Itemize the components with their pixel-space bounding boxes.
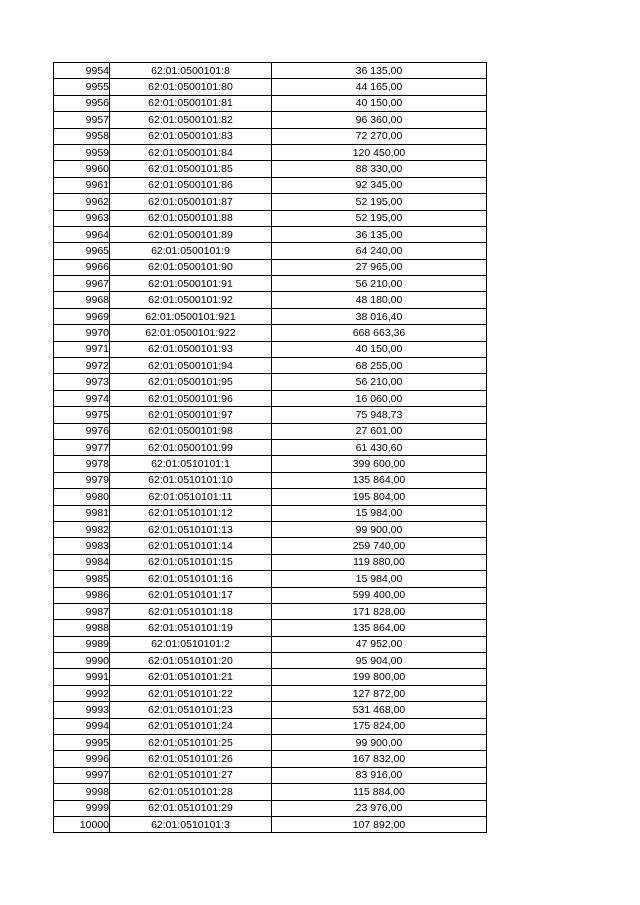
cadastral-value-cell: 56 210,00 xyxy=(272,374,487,390)
table-row xyxy=(54,325,487,341)
cadastral-value-cell: 127 872,00 xyxy=(272,685,487,701)
cadastral-value-cell: 99 900,00 xyxy=(272,735,487,751)
cadastral-number-cell: 62:01:0510101:21 xyxy=(110,669,272,685)
row-number-cell: 9992 xyxy=(54,685,110,701)
cadastral-number-cell: 62:01:0510101:12 xyxy=(110,505,272,521)
cadastral-number-cell: 62:01:0500101:922 xyxy=(110,325,272,341)
cadastral-number-cell: 62:01:0510101:24 xyxy=(110,718,272,734)
cadastral-value-cell: 175 824,00 xyxy=(272,718,487,734)
table-row xyxy=(54,112,487,128)
table-row xyxy=(54,194,487,210)
cadastral-value-cell: 52 195,00 xyxy=(272,210,487,226)
row-number-cell: 9999 xyxy=(54,800,110,816)
table-row xyxy=(54,653,487,669)
cadastral-value-cell: 48 180,00 xyxy=(272,292,487,308)
table-row xyxy=(54,358,487,374)
table-row xyxy=(54,292,487,308)
cadastral-value-cell: 120 450,00 xyxy=(272,144,487,160)
cadastral-value-cell: 199 800,00 xyxy=(272,669,487,685)
table-row xyxy=(54,587,487,603)
table-row xyxy=(54,407,487,423)
cadastral-value-cell: 47 952,00 xyxy=(272,636,487,652)
row-number-cell: 9965 xyxy=(54,243,110,259)
cadastral-number-cell: 62:01:0500101:84 xyxy=(110,144,272,160)
row-number-cell: 9987 xyxy=(54,603,110,619)
table-row xyxy=(54,341,487,357)
cadastral-value-cell: 83 916,00 xyxy=(272,767,487,783)
table-row xyxy=(54,456,487,472)
row-number-cell: 9991 xyxy=(54,669,110,685)
table-row xyxy=(54,63,487,79)
table-row xyxy=(54,390,487,406)
table-row xyxy=(54,603,487,619)
row-number-cell: 9971 xyxy=(54,341,110,357)
row-number-cell: 9961 xyxy=(54,177,110,193)
cadastral-number-cell: 62:01:0510101:2 xyxy=(110,636,272,652)
cadastral-value-cell: 61 430,60 xyxy=(272,439,487,455)
cadastral-number-cell: 62:01:0510101:29 xyxy=(110,800,272,816)
cadastral-number-cell: 62:01:0500101:921 xyxy=(110,308,272,324)
table-row xyxy=(54,521,487,537)
cadastral-number-cell: 62:01:0510101:1 xyxy=(110,456,272,472)
cadastral-number-cell: 62:01:0500101:94 xyxy=(110,358,272,374)
cadastral-value-cell: 15 984,00 xyxy=(272,505,487,521)
table-row xyxy=(54,816,487,832)
table-row xyxy=(54,276,487,292)
table-row xyxy=(54,571,487,587)
cadastral-number-cell: 62:01:0510101:14 xyxy=(110,538,272,554)
cadastral-value-cell: 52 195,00 xyxy=(272,194,487,210)
cadastral-number-cell: 62:01:0500101:91 xyxy=(110,276,272,292)
cadastral-value-cell: 27 601,00 xyxy=(272,423,487,439)
cadastral-number-cell: 62:01:0510101:22 xyxy=(110,685,272,701)
row-number-cell: 9968 xyxy=(54,292,110,308)
table-row xyxy=(54,226,487,242)
row-number-cell: 9963 xyxy=(54,210,110,226)
cadastral-number-cell: 62:01:0500101:81 xyxy=(110,95,272,111)
table-row xyxy=(54,259,487,275)
table-row xyxy=(54,374,487,390)
cadastral-number-cell: 62:01:0500101:82 xyxy=(110,112,272,128)
row-number-cell: 9981 xyxy=(54,505,110,521)
table-row xyxy=(54,243,487,259)
row-number-cell: 9998 xyxy=(54,784,110,800)
table-row xyxy=(54,669,487,685)
cadastral-number-cell: 62:01:0500101:97 xyxy=(110,407,272,423)
row-number-cell: 9996 xyxy=(54,751,110,767)
cadastral-value-cell: 27 965,00 xyxy=(272,259,487,275)
cadastral-value-cell: 88 330,00 xyxy=(272,161,487,177)
row-number-cell: 9975 xyxy=(54,407,110,423)
cadastral-number-cell: 62:01:0510101:28 xyxy=(110,784,272,800)
cadastral-value-cell: 68 255,00 xyxy=(272,358,487,374)
table-row xyxy=(54,751,487,767)
cadastral-value-cell: 531 468,00 xyxy=(272,702,487,718)
row-number-cell: 9978 xyxy=(54,456,110,472)
cadastral-value-cell: 36 135,00 xyxy=(272,226,487,242)
table-row xyxy=(54,685,487,701)
cadastral-number-cell: 62:01:0500101:98 xyxy=(110,423,272,439)
table-row xyxy=(54,79,487,95)
table-row xyxy=(54,800,487,816)
row-number-cell: 9956 xyxy=(54,95,110,111)
row-number-cell: 9988 xyxy=(54,620,110,636)
table-row xyxy=(54,177,487,193)
cadastral-number-cell: 62:01:0500101:93 xyxy=(110,341,272,357)
row-number-cell: 9983 xyxy=(54,538,110,554)
cadastral-number-cell: 62:01:0500101:92 xyxy=(110,292,272,308)
row-number-cell: 9984 xyxy=(54,554,110,570)
row-number-cell: 9980 xyxy=(54,489,110,505)
cadastral-value-cell: 195 804,00 xyxy=(272,489,487,505)
cadastral-value-cell: 107 892,00 xyxy=(272,816,487,832)
cadastral-number-cell: 62:01:0510101:3 xyxy=(110,816,272,832)
cadastral-value-cell: 36 135,00 xyxy=(272,63,487,79)
row-number-cell: 9970 xyxy=(54,325,110,341)
cadastral-number-cell: 62:01:0510101:26 xyxy=(110,751,272,767)
row-number-cell: 9967 xyxy=(54,276,110,292)
cadastral-number-cell: 62:01:0500101:83 xyxy=(110,128,272,144)
row-number-cell: 9985 xyxy=(54,571,110,587)
cadastral-number-cell: 62:01:0500101:80 xyxy=(110,79,272,95)
cadastral-number-cell: 62:01:0500101:89 xyxy=(110,226,272,242)
cadastral-value-cell: 75 948,73 xyxy=(272,407,487,423)
cadastral-number-cell: 62:01:0500101:88 xyxy=(110,210,272,226)
row-number-cell: 9958 xyxy=(54,128,110,144)
cadastral-number-cell: 62:01:0510101:19 xyxy=(110,620,272,636)
table-row xyxy=(54,718,487,734)
table-body xyxy=(54,63,487,833)
row-number-cell: 9969 xyxy=(54,308,110,324)
row-number-cell: 9959 xyxy=(54,144,110,160)
table-row xyxy=(54,161,487,177)
cadastral-number-cell: 62:01:0510101:25 xyxy=(110,735,272,751)
cadastral-number-cell: 62:01:0500101:8 xyxy=(110,63,272,79)
row-number-cell: 9994 xyxy=(54,718,110,734)
cadastral-number-cell: 62:01:0500101:87 xyxy=(110,194,272,210)
cadastral-value-cell: 23 976,00 xyxy=(272,800,487,816)
row-number-cell: 9962 xyxy=(54,194,110,210)
cadastral-number-cell: 62:01:0510101:11 xyxy=(110,489,272,505)
cadastral-value-cell: 56 210,00 xyxy=(272,276,487,292)
row-number-cell: 9957 xyxy=(54,112,110,128)
table-row xyxy=(54,489,487,505)
cadastral-value-cell: 72 270,00 xyxy=(272,128,487,144)
table-row xyxy=(54,702,487,718)
cadastral-value-cell: 64 240,00 xyxy=(272,243,487,259)
table-row xyxy=(54,767,487,783)
row-number-cell: 9966 xyxy=(54,259,110,275)
cadastral-number-cell: 62:01:0500101:96 xyxy=(110,390,272,406)
cadastral-value-cell: 259 740,00 xyxy=(272,538,487,554)
row-number-cell: 9986 xyxy=(54,587,110,603)
cadastral-value-cell: 599 400,00 xyxy=(272,587,487,603)
cadastral-value-cell: 92 345,00 xyxy=(272,177,487,193)
cadastral-number-cell: 62:01:0510101:18 xyxy=(110,603,272,619)
cadastral-number-cell: 62:01:0510101:15 xyxy=(110,554,272,570)
cadastral-number-cell: 62:01:0500101:9 xyxy=(110,243,272,259)
table-row xyxy=(54,308,487,324)
cadastral-number-cell: 62:01:0510101:27 xyxy=(110,767,272,783)
cadastral-number-cell: 62:01:0510101:10 xyxy=(110,472,272,488)
cadastral-number-cell: 62:01:0510101:20 xyxy=(110,653,272,669)
row-number-cell: 9973 xyxy=(54,374,110,390)
cadastral-number-cell: 62:01:0500101:95 xyxy=(110,374,272,390)
table-row xyxy=(54,554,487,570)
table-row xyxy=(54,538,487,554)
table-row xyxy=(54,636,487,652)
row-number-cell: 9974 xyxy=(54,390,110,406)
cadastral-number-cell: 62:01:0510101:23 xyxy=(110,702,272,718)
cadastral-number-cell: 62:01:0500101:90 xyxy=(110,259,272,275)
table-row xyxy=(54,620,487,636)
row-number-cell: 9977 xyxy=(54,439,110,455)
cadastral-value-cell: 115 884,00 xyxy=(272,784,487,800)
cadastral-value-cell: 16 060,00 xyxy=(272,390,487,406)
row-number-cell: 9964 xyxy=(54,226,110,242)
cadastral-value-cell: 96 360,00 xyxy=(272,112,487,128)
cadastral-value-cell: 668 663,36 xyxy=(272,325,487,341)
row-number-cell: 9982 xyxy=(54,521,110,537)
row-number-cell: 9979 xyxy=(54,472,110,488)
row-number-cell: 9990 xyxy=(54,653,110,669)
table-row xyxy=(54,735,487,751)
cadastral-value-cell: 135 864,00 xyxy=(272,620,487,636)
cadastral-value-cell: 99 900,00 xyxy=(272,521,487,537)
cadastral-value-cell: 40 150,00 xyxy=(272,341,487,357)
row-number-cell: 9955 xyxy=(54,79,110,95)
cadastral-number-cell: 62:01:0500101:99 xyxy=(110,439,272,455)
table-row xyxy=(54,439,487,455)
table-row xyxy=(54,505,487,521)
row-number-cell: 9997 xyxy=(54,767,110,783)
cadastral-value-table xyxy=(53,62,487,833)
row-number-cell: 9960 xyxy=(54,161,110,177)
table-row xyxy=(54,423,487,439)
table-row xyxy=(54,144,487,160)
row-number-cell: 9976 xyxy=(54,423,110,439)
table-row xyxy=(54,128,487,144)
cadastral-number-cell: 62:01:0510101:17 xyxy=(110,587,272,603)
cadastral-number-cell: 62:01:0510101:13 xyxy=(110,521,272,537)
row-number-cell: 9972 xyxy=(54,358,110,374)
row-number-cell: 9993 xyxy=(54,702,110,718)
cadastral-value-cell: 167 832,00 xyxy=(272,751,487,767)
cadastral-number-cell: 62:01:0510101:16 xyxy=(110,571,272,587)
table-row xyxy=(54,210,487,226)
cadastral-value-cell: 399 600,00 xyxy=(272,456,487,472)
cadastral-value-cell: 95 904,00 xyxy=(272,653,487,669)
cadastral-value-cell: 15 984,00 xyxy=(272,571,487,587)
row-number-cell: 9989 xyxy=(54,636,110,652)
cadastral-number-cell: 62:01:0500101:85 xyxy=(110,161,272,177)
row-number-cell: 9995 xyxy=(54,735,110,751)
row-number-cell: 10000 xyxy=(54,816,110,832)
table-row xyxy=(54,784,487,800)
cadastral-number-cell: 62:01:0500101:86 xyxy=(110,177,272,193)
cadastral-value-cell: 38 016,40 xyxy=(272,308,487,324)
cadastral-value-cell: 119 880,00 xyxy=(272,554,487,570)
cadastral-value-cell: 40 150,00 xyxy=(272,95,487,111)
table-row xyxy=(54,472,487,488)
cadastral-value-cell: 135 864,00 xyxy=(272,472,487,488)
row-number-cell: 9954 xyxy=(54,63,110,79)
table-row xyxy=(54,95,487,111)
cadastral-value-cell: 171 828,00 xyxy=(272,603,487,619)
cadastral-value-cell: 44 165,00 xyxy=(272,79,487,95)
